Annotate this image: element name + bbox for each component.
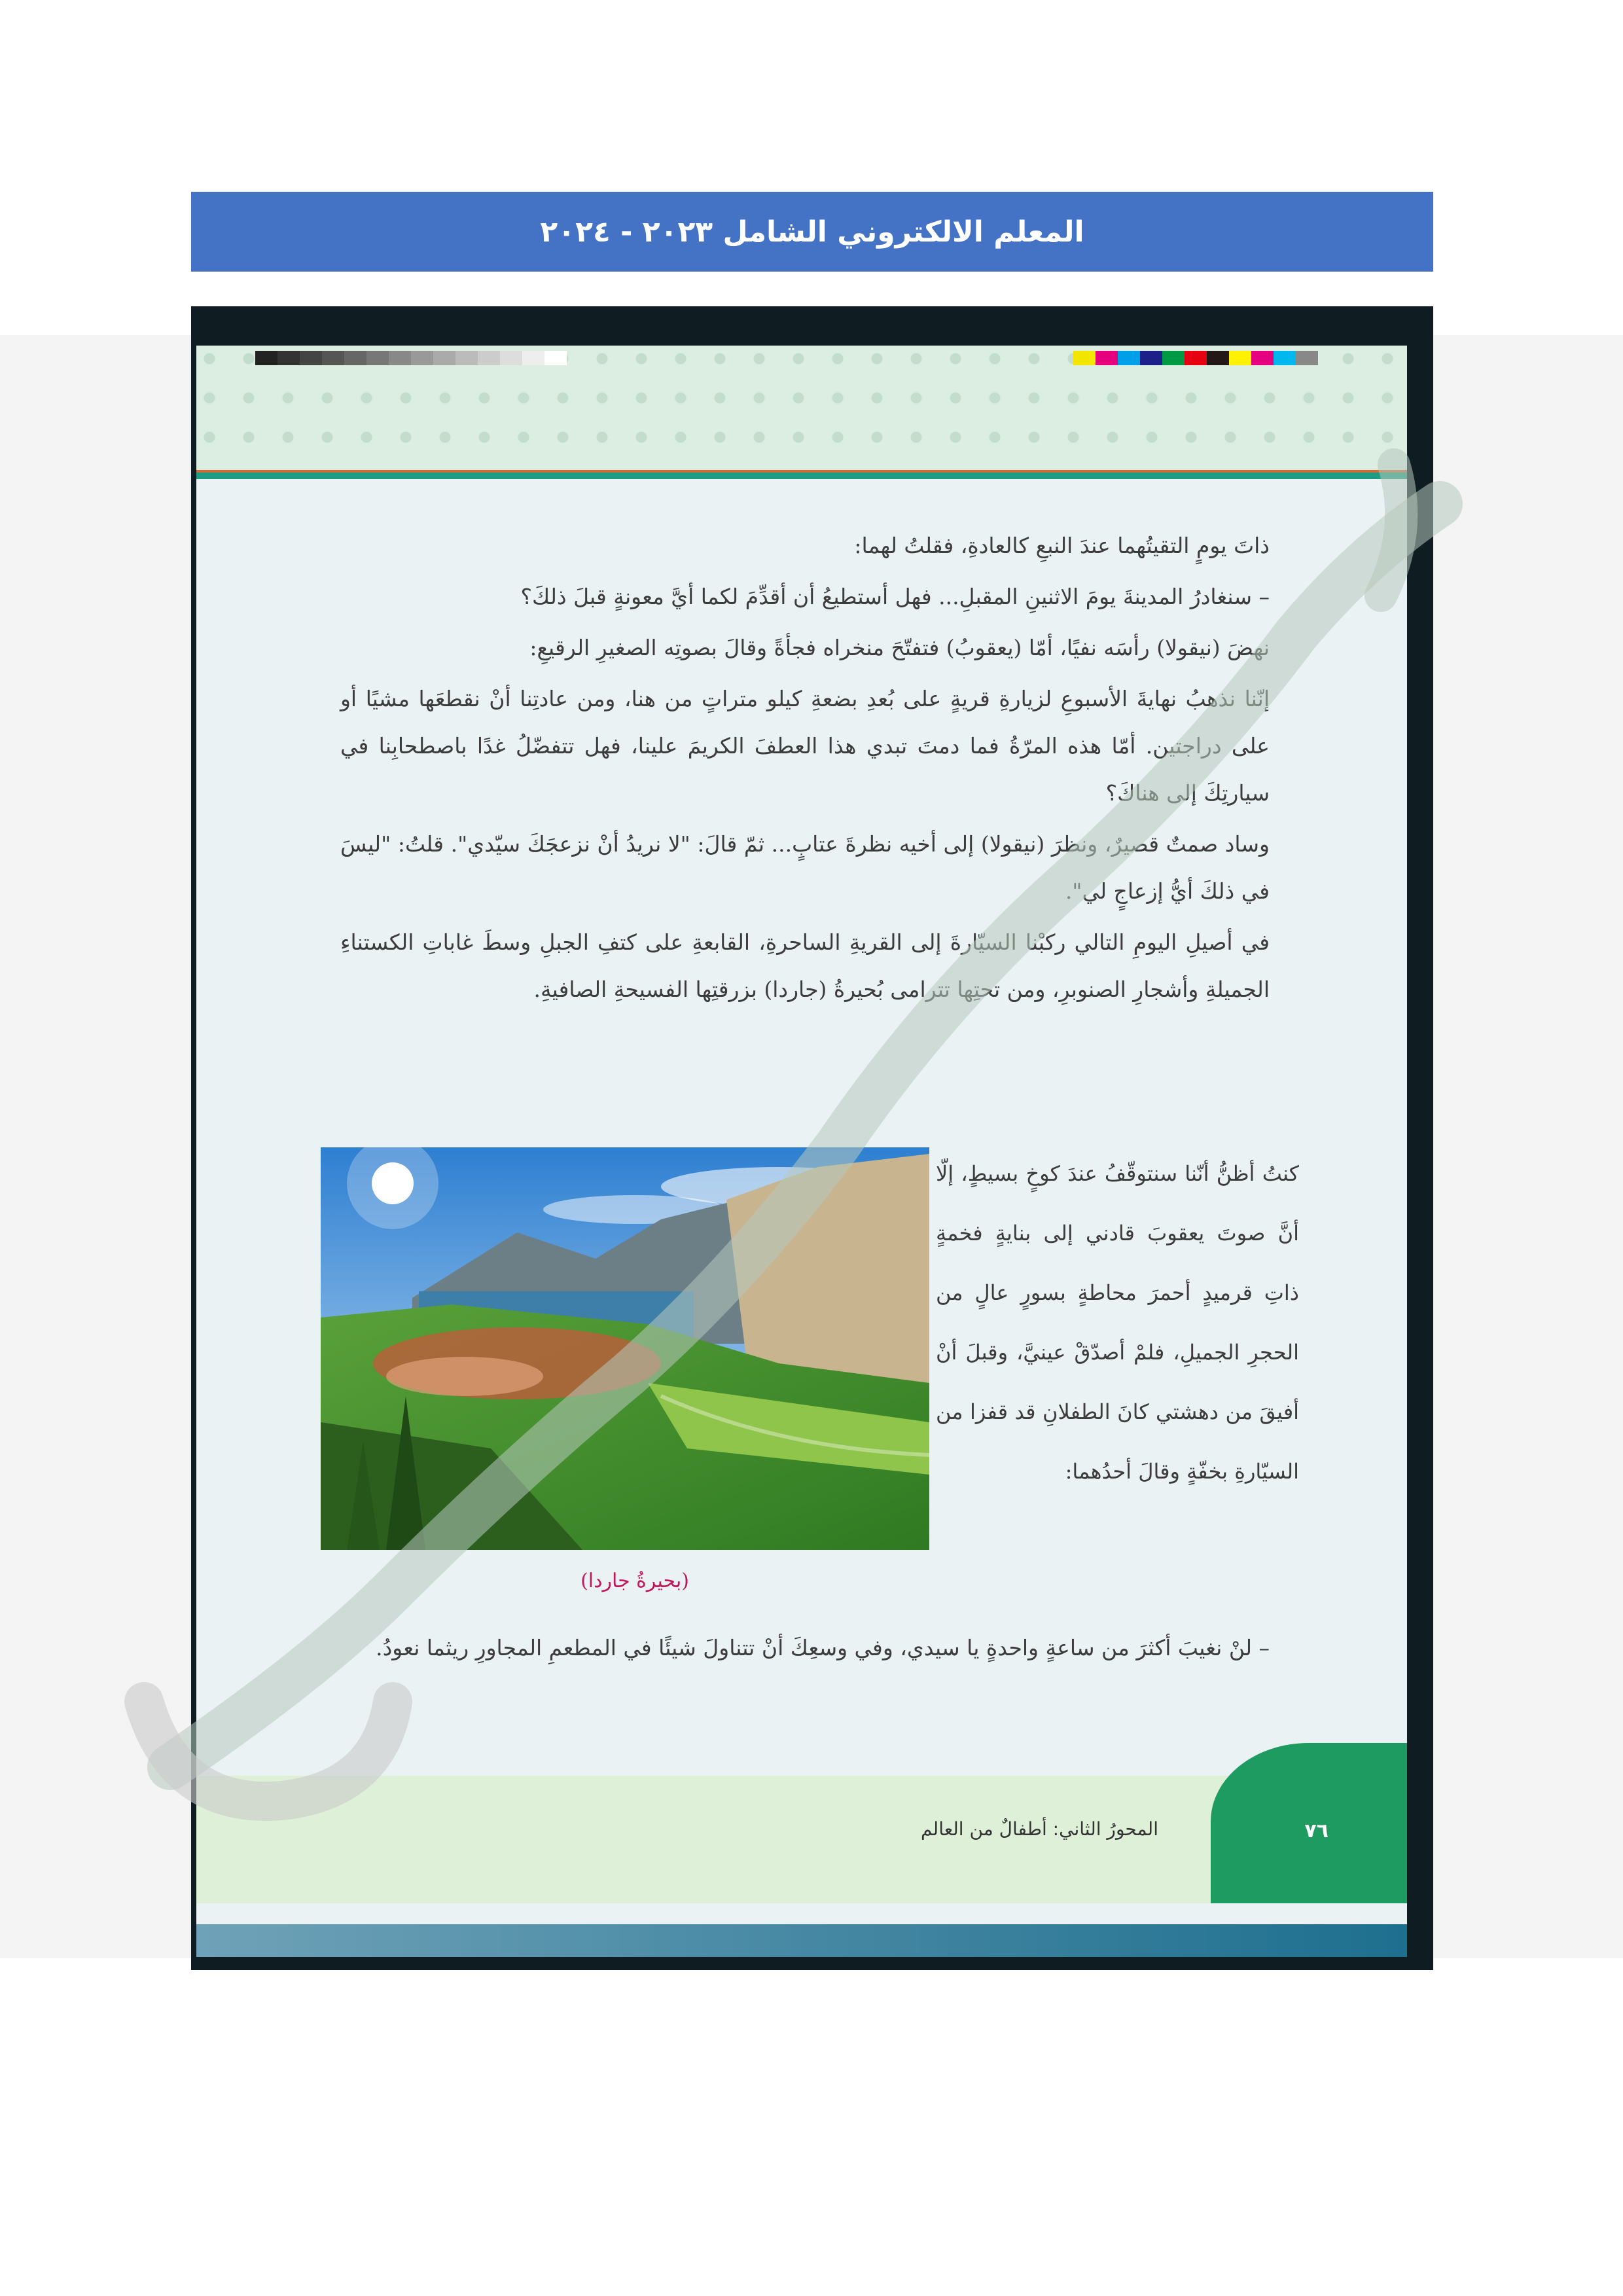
paragraph: ذاتَ يومٍ التقيتُهما عندَ النبعِ كالعادةِ، فقلتُ لهما: (854, 533, 1270, 558)
paragraph: – سنغادرُ المدينةَ يومَ الاثنينِ المقبلِ... فهل أستطيعُ أن أقدِّمَ لكما أيَّ معونةٍ قبلَ ذلكَ؟ (520, 584, 1270, 609)
lake-landscape-illustration (321, 1147, 929, 1550)
story-text-bottom (340, 1622, 1270, 1678)
paragraph: وساد صمتٌ قصيرٌ، ونظرَ (نيقولا) إلى أخيه نظرةَ عتابٍ... ثمّ قالَ: "لا نريدُ أنْ نزعجَكَ سيّدي". قلتُ: "ليسَ في ذلكَ أيُّ إزعاجٍ لي". (340, 831, 1270, 904)
image-caption: (بحيرةُ جاردا) (580, 1570, 689, 1592)
page-header-line (196, 470, 1407, 479)
unit-label: المحورُ الثاني: أطفالٌ من العالم (921, 1818, 1158, 1840)
paragraph: – لنْ نغيبَ أكثرَ من ساعةٍ واحدةٍ يا سيدي، وفي وسعِكَ أنْ تتناولَ شيئًا في المطعمِ المجاورِ ريثما نعودُ. (376, 1635, 1270, 1660)
story-text-side: كنتُ أظنُّ أنّنا سنتوقّفُ عندَ كوخٍ بسيطٍ، إلّا أنَّ صوتَ يعقوبَ قادني إلى بنايةٍ فخمةٍ ذاتِ قرميدٍ أحمرَ محاطةٍ بسورٍ عالٍ من الحجرِ الجميلِ، فلمْ أصدّقْ عينيَّ، وقبلَ أنْ أفيقَ من دهشتي كانَ الطفلانِ قد قفزا من السيّارةِ بخفّةٍ وقالَ أحدُهما: (936, 1161, 1299, 1484)
grayscale-swatches (255, 351, 567, 365)
color-swatches (1073, 351, 1318, 365)
paragraph: إنّنا نذهبُ نهايةَ الأسبوعِ لزيارةِ قريةٍ على بُعدِ بضعةِ كيلو متراتٍ من هنا، ومن عادتِنا أنْ نقطعَها مشيًا أو على دراجتين. أمّا هذه المرّةُ فما دمتَ تبدي هذا العطفَ الكريمَ علينا، فهل تتفضّلُ غدًا باصطحابِنا في سيارتِكَ إلى هناكَ؟ (340, 686, 1270, 806)
lake-landscape-icon (321, 1147, 929, 1550)
banner-title: المعلم الالكتروني الشامل ٢٠٢٣ - ٢٠٢٤ (191, 192, 1433, 272)
page-bottom-strip (196, 1924, 1407, 1957)
page-number: ٧٦ (1304, 1820, 1329, 1842)
scanned-page (196, 346, 1407, 1929)
paragraph: نهضَ (نيقولا) رأسَه نفيًا، أمّا (يعقوبُ) فتفتّحَ منخراه فجأةً وقالَ بصوتِه الصغيرِ الرقيعِ: (529, 635, 1270, 660)
paragraph: في أصيلِ اليومِ التالي ركبْنا السيّارةَ إلى القريةِ الساحرةِ، القابعةِ على كتفِ الجبلِ وسطَ غاباتِ الكستناءِ الجميلةِ وأشجارِ الصنوبرِ، ومن تحتِها تترامى بُحيرةُ (جاردا) بزرقتِها الفسيحةِ الصافيةِ. (340, 929, 1270, 1002)
story-text-top (340, 522, 1270, 1017)
